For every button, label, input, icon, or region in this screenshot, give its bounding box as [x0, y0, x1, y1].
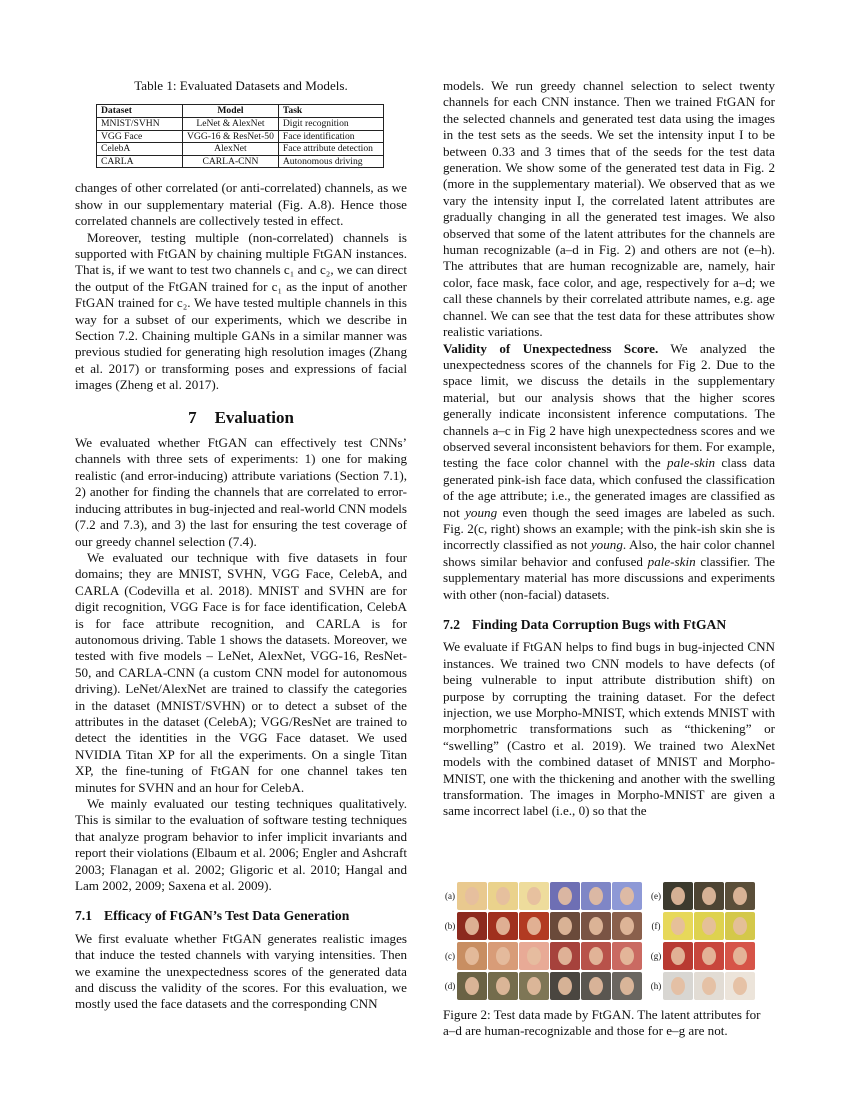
face-thumbnail	[519, 972, 549, 1000]
face-thumbnail	[519, 912, 549, 940]
row-label: (d)	[444, 980, 456, 991]
face-thumbnail	[612, 912, 642, 940]
face-thumbnail	[725, 882, 755, 910]
table-cell: CARLA	[97, 155, 183, 168]
paragraph: models. We run greedy channel selection to select twenty channels for each CNN instance. Then we trained FtGAN for the selected channels and generated test data using the images in the test sets as the seeds. We set the intensity input I to be between 0.33 and 3 times that of the seeds for the test data generation. We show some of the generated test data in Fig. 2 (more in the supplementary material). We observed that as we vary the intensity input I, the correlated latent attributes are gradually changing in all the generated test images. We also observed that some of the latent attributes for the channels are human recognizable (a–d in Fig. 2) and others are not (e–h). The attributes that are human recognizable are, namely, hair color, face mask, face color, and age, respectively for a–d; we call these channels by their correlated attribute names, e.g. age channel. We can see that the test data for these attributes show realistic variations.	[443, 78, 775, 340]
figure-row	[443, 972, 756, 1000]
table-cell: LeNet & AlexNet	[183, 118, 279, 131]
section-title: Evaluation	[214, 407, 294, 427]
face-thumbnail	[663, 942, 693, 970]
table-header: Task	[278, 105, 383, 118]
face-thumbnail	[725, 912, 755, 940]
datasets-table	[96, 104, 384, 168]
text-run: pale-skin	[647, 553, 696, 569]
table-cell: Autonomous driving	[278, 155, 383, 168]
paragraph: We first evaluate whether FtGAN generates realistic images that induce the tested channels with varying intensities. Then we examine the unexpectedness scores of the generated data and discuss the validity of the scores. For this evaluation, we mostly used the face datasets and the corresponding CNN	[75, 930, 407, 1012]
face-thumbnail	[550, 942, 580, 970]
text-run: classifier. The supplementary material has more discussions and experiments with other (non-facial) datasets.	[443, 553, 775, 602]
face-thumbnail	[550, 882, 580, 910]
text-run: class data generated pink-ish face data, which confused the classification of the age attribute; i.e., the generated images are classified as not	[443, 455, 776, 520]
face-thumbnail	[519, 882, 549, 910]
face-thumbnail	[488, 882, 518, 910]
face-thumbnail	[663, 912, 693, 940]
face-thumbnail	[488, 972, 518, 1000]
paragraph: Moreover, testing multiple (non-correlated) channels is supported with FtGAN by chaining multiple FtGAN instances. That is, if we want to test two channels c₁ and c₂, we can direct the output of the FtGAN trained for c₁ as the input of another FtGAN trained for c₂. We have tested multiple channels in this way for a subset of our experiments, which we describe in Section 7.2. Chaining multiple GANs in a similar manner was previous studied for generating high resolution images (Zhang et al. 2017) or transforming poses and expressions of facial images (Zheng et al. 2017).	[75, 229, 407, 393]
paragraph: We evaluated our technique with five datasets in four domains; they are MNIST, SVHN, VGG Face, CelebA, and CARLA (Codevilla et al. 2018). MNIST and SVHN are for digit recognition, VGG Face is for face identification, CelebA is for face attribute recognition, and CARLA is for autonomous driving. Table 1 shows the datasets. Moreover, we tested with five models – LeNet, AlexNet, VGG-16, ResNet-50, and CARLA-CNN (a custom CNN model for autonomous driving). LeNet/AlexNet are trained to classify the categories in the dataset (MNIST/SVHN) or to detect a subset of the attributes in the dataset (CelebA); VGG/ResNet are trained to detect the identities in the VGG Face dataset. We used NVIDIA Titan XP for all the experiments. On a single Titan XP, the fine-tuning of FtGAN for one channel takes ten minutes for SVHN and an hour for CelebA.	[75, 549, 407, 795]
face-thumbnail	[581, 942, 611, 970]
table-cell: AlexNet	[183, 143, 279, 156]
table-cell: CARLA-CNN	[183, 155, 279, 168]
table-row	[97, 155, 384, 168]
face-thumbnail	[581, 882, 611, 910]
subsection-title: Finding Data Corruption Bugs with FtGAN	[472, 617, 727, 632]
row-label: (b)	[444, 920, 456, 931]
text-run: even though the seed images are labeled as such. Fig. 2(c, right) shows an example; with the pink-ish skin she is incorrectly classified as not	[443, 504, 775, 553]
table-cell: Face attribute detection	[278, 143, 383, 156]
figure-row	[443, 882, 756, 910]
subsection-number: 7.1	[75, 908, 92, 924]
row-label: (a)	[445, 890, 455, 901]
figure-2	[443, 882, 775, 997]
face-thumbnail	[457, 972, 487, 1000]
table-row	[97, 130, 384, 143]
left-column	[75, 78, 407, 1013]
text-run: young	[590, 537, 623, 553]
text-run: . Also, the hair color channel shows similar behavior and confused	[443, 537, 775, 569]
figure-caption: Figure 2: Test data made by FtGAN. The latent attributes for a–d are human-recognizable and those for e–g are not.	[443, 1006, 761, 1039]
table-row	[97, 118, 384, 131]
face-thumbnail	[694, 912, 724, 940]
face-thumbnail	[694, 882, 724, 910]
row-label: (h)	[650, 980, 662, 991]
face-thumbnail	[725, 972, 755, 1000]
paragraph: We mainly evaluated our testing techniques qualitatively. This is similar to the evaluation of software testing techniques that analyze program behavior to infer implicit invariants and report their violations (Elbaum et al. 2006; Engler and Ashcraft 2003; Flanagan et al. 2002; Gligoric et al. 2010; Hangal and Lam 2002, 2009; Saxena et al. 2009).	[75, 796, 407, 894]
table-cell: CelebA	[97, 143, 183, 156]
face-thumbnail	[457, 912, 487, 940]
figure-row	[443, 942, 756, 970]
paragraph: We evaluate if FtGAN helps to find bugs in bug-injected CNN instances. We trained two CNN models to have defects (of being vulnerable to input attribute distribution shift) on purpose by corrupting the training dataset. For the defect injection, we use Morpho-MNIST, which extends MNIST with morphometric transformations such as “thickening” or “swelling” (Castro et al. 2019). We trained two AlexNet models with the combined dataset of MNIST and Morpho-MNIST, one with the thickening and another with the swelling transformation. The images in Morpho-MNIST are given a same incorrect label (i.e., 0) so that the	[443, 639, 775, 819]
table-cell: Face identification	[278, 130, 383, 143]
face-thumbnail	[581, 972, 611, 1000]
face-thumbnail	[488, 912, 518, 940]
row-label: (g)	[650, 950, 662, 961]
face-thumbnail	[550, 912, 580, 940]
text-run: young	[465, 504, 498, 520]
face-thumbnail	[457, 882, 487, 910]
text-run: We analyzed the unexpectedness scores of the channels for Fig 2. Due to the space limit, we discuss the details in the supplementary material, but our analysis shows that the higher scores generally indicate inconsistent inference computations. The channels a–c in Fig 2 have high unexpectedness scores and we observed several inconsistent behaviors for them. For example, testing the face color channel with the	[443, 340, 775, 471]
table-header: Model	[183, 105, 279, 118]
text-run: pale-skin	[667, 455, 716, 471]
paragraph: We evaluated whether FtGAN can effectively test CNNs’ channels with three sets of experiments: 1) one for making realistic (and error-inducing) attribute variations (Section 7.1), 2) another for finding the channels that are correlated to error-inducing attributes in bug-injected and real-world CNN models (7.2 and 7.3), and 3) the last for ensuring the test coverage of our greedy channel selection (7.4).	[75, 435, 407, 549]
subsection-heading	[443, 617, 775, 633]
face-thumbnail	[694, 972, 724, 1000]
table-cell: MNIST/SVHN	[97, 118, 183, 131]
subsection-title: Efficacy of FtGAN’s Test Data Generation	[104, 908, 350, 924]
row-label: (f)	[651, 920, 661, 931]
face-thumbnail	[663, 882, 693, 910]
face-thumbnail	[663, 972, 693, 1000]
paragraph	[443, 341, 775, 604]
subsection-heading	[75, 908, 407, 924]
table-cell: VGG-16 & ResNet-50	[183, 130, 279, 143]
section-heading	[75, 407, 407, 427]
face-thumbnail	[612, 942, 642, 970]
row-label: (c)	[445, 950, 455, 961]
row-label: (e)	[651, 890, 661, 901]
face-thumbnail	[694, 942, 724, 970]
face-thumbnail	[457, 942, 487, 970]
table-caption: Table 1: Evaluated Datasets and Models.	[134, 78, 348, 93]
section-number: 7	[188, 407, 197, 427]
paragraph: changes of other correlated (or anti-correlated) channels, as we show in our supplementary material (Fig. A.8). Hence those correlated channels are collectively tested in effect.	[75, 180, 407, 229]
face-thumbnail	[612, 882, 642, 910]
run-in-heading: Validity of Unexpectedness Score.	[443, 340, 659, 356]
face-thumbnail	[581, 912, 611, 940]
face-thumbnail	[725, 942, 755, 970]
face-thumbnail	[550, 972, 580, 1000]
face-thumbnail	[488, 942, 518, 970]
figure-row	[443, 912, 756, 940]
table-row	[97, 143, 384, 156]
face-thumbnail	[519, 942, 549, 970]
right-column	[443, 78, 775, 1040]
table-cell: VGG Face	[97, 130, 183, 143]
subsection-number: 7.2	[443, 617, 460, 632]
table-cell: Digit recognition	[278, 118, 383, 131]
face-thumbnail	[612, 972, 642, 1000]
table-header: Dataset	[97, 105, 183, 118]
